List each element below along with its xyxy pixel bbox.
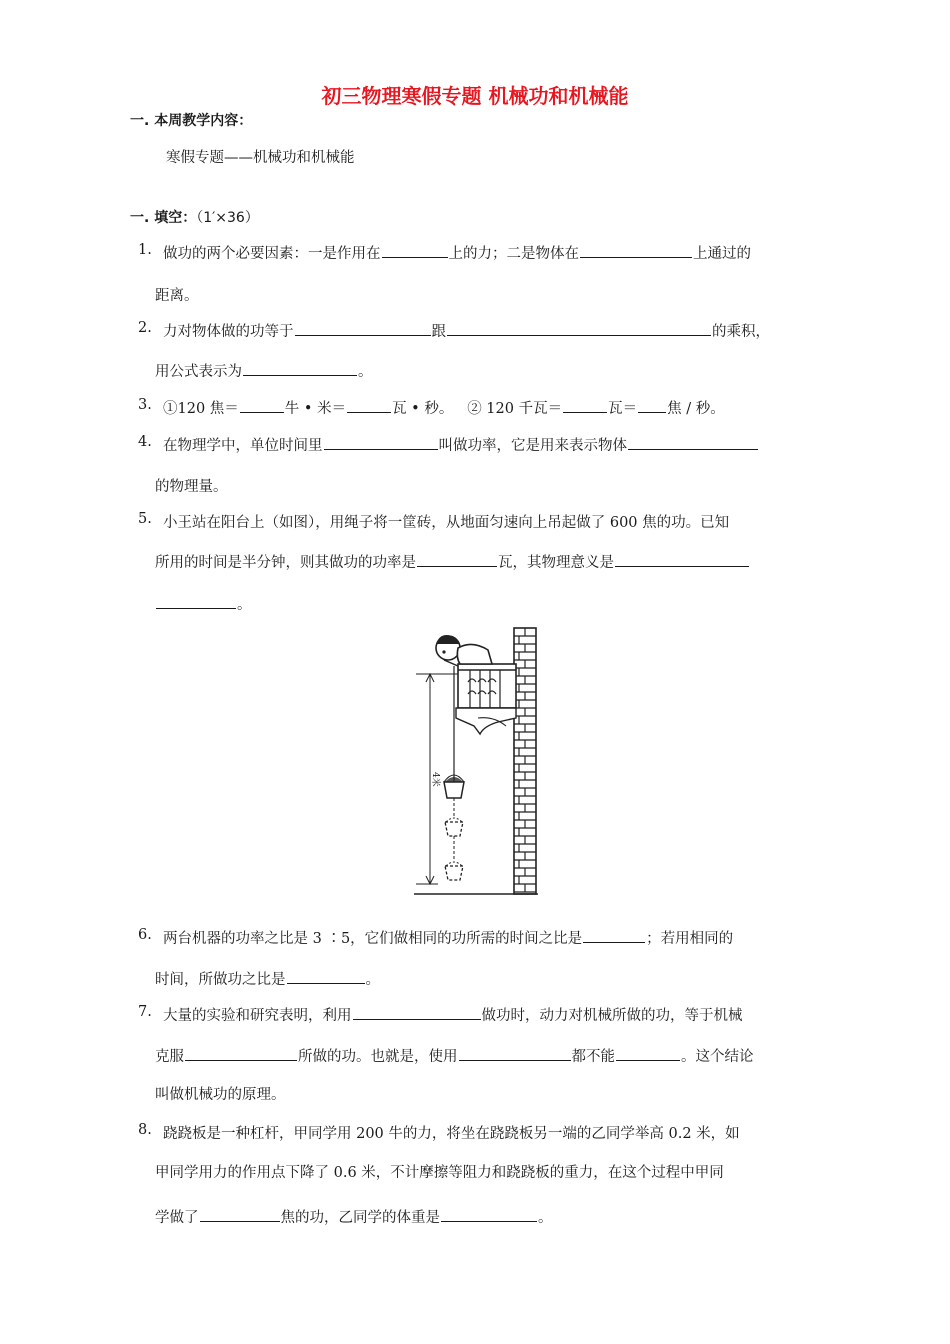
answer-blank[interactable] — [616, 1046, 680, 1061]
question-number: 1. — [138, 242, 152, 258]
question-2-line-2: 用公式表示为 。 — [155, 360, 373, 381]
question-number: 6. — [138, 927, 152, 943]
answer-blank[interactable] — [638, 398, 666, 413]
answer-blank[interactable] — [185, 1046, 297, 1061]
answer-blank[interactable] — [347, 398, 391, 413]
section-heading-content: 一. 本周教学内容： — [130, 113, 253, 129]
question-5-line-1: 小王站在阳台上（如图），用绳子将一筐砖，从地面匀速向上吊起做了 600 焦的功。已知 — [163, 515, 730, 531]
boy — [436, 635, 492, 666]
question-5-line-2: 所用的时间是半分钟，则其做功的功率是 瓦，其物理意义是 — [155, 551, 750, 572]
brick-wall — [514, 628, 536, 894]
fill-score: （1′×36） — [196, 210, 259, 226]
answer-blank[interactable] — [295, 321, 431, 336]
question-8-line-1: 跷跷板是一种杠杆，甲同学用 200 牛的力，将坐在跷跷板另一端的乙同学举高 0.2 米，如 — [163, 1126, 740, 1142]
question-7-line-1: 大量的实验和研究表明，利用 做功时，动力对机械所做的功，等于机械 — [163, 1004, 743, 1025]
question-1-line-2: 距离。 — [155, 288, 199, 304]
basket-bottom — [445, 862, 463, 880]
question-3-line-1: ①120 焦＝ 牛 • 米＝ 瓦 • 秒。 ② 120 千瓦＝ 瓦＝ 焦 / 秒。 — [163, 397, 725, 418]
basket-middle — [445, 818, 463, 836]
question-1-line-1: 做功的两个必要因素：一是作用在 上的力；二是物体在 上通过的 — [163, 242, 751, 263]
answer-blank[interactable] — [441, 1207, 537, 1222]
section-content-text: 寒假专题——机械功和机械能 — [166, 150, 355, 166]
answer-blank[interactable] — [563, 398, 607, 413]
question-number: 5. — [138, 511, 152, 527]
page-title: 初三物理寒假专题 机械功和机械能 — [321, 84, 629, 108]
answer-blank[interactable] — [382, 243, 448, 258]
answer-blank[interactable] — [353, 1005, 481, 1020]
question-number: 3. — [138, 397, 152, 413]
balcony-figure — [408, 622, 544, 904]
answer-blank[interactable] — [580, 243, 692, 258]
answer-blank[interactable] — [287, 969, 365, 984]
question-number: 4. — [138, 434, 152, 450]
answer-blank[interactable] — [447, 321, 711, 336]
question-7-line-2: 克服 所做的功。也就是，使用 都不能 。这个结论 — [155, 1045, 754, 1066]
answer-blank[interactable] — [243, 361, 357, 376]
answer-blank[interactable] — [628, 435, 758, 450]
question-number: 2. — [138, 320, 152, 336]
question-8-line-3: 学做了 焦的功，乙同学的体重是 。 — [155, 1206, 553, 1227]
balcony — [456, 664, 516, 734]
question-4-line-2: 的物理量。 — [155, 479, 228, 495]
question-4-line-1: 在物理学中，单位时间里 叫做功率，它是用来表示物体 — [163, 434, 759, 455]
answer-blank[interactable] — [240, 398, 284, 413]
question-2-line-1: 力对物体做的功等于 跟 的乘积， — [163, 320, 770, 341]
answer-blank[interactable] — [200, 1207, 280, 1222]
question-6-line-1: 两台机器的功率之比是 3 ∶5，它们做相同的功所需的时间之比是 ；若用相同的 — [163, 927, 733, 948]
question-7-line-3: 叫做机械功的原理。 — [155, 1087, 286, 1103]
basket-top — [444, 775, 464, 798]
question-5-line-3: 。 — [155, 593, 252, 614]
height-label: 4米 — [430, 772, 440, 787]
answer-blank[interactable] — [583, 928, 645, 943]
answer-blank[interactable] — [417, 552, 497, 567]
answer-blank[interactable] — [615, 552, 749, 567]
question-number: 8. — [138, 1122, 152, 1138]
question-number: 7. — [138, 1004, 152, 1020]
question-8-line-2: 甲同学用力的作用点下降了 0.6 米，不计摩擦等阻力和跷跷板的重力，在这个过程中甲同 — [155, 1165, 724, 1181]
question-6-line-2: 时间，所做功之比是 。 — [155, 968, 380, 989]
section-heading-fill — [130, 207, 259, 227]
answer-blank[interactable] — [324, 435, 438, 450]
balcony-figure-drawing — [408, 622, 544, 904]
answer-blank[interactable] — [459, 1046, 571, 1061]
answer-blank[interactable] — [156, 594, 236, 609]
fill-heading-label: 一. 填空： — [130, 210, 197, 226]
